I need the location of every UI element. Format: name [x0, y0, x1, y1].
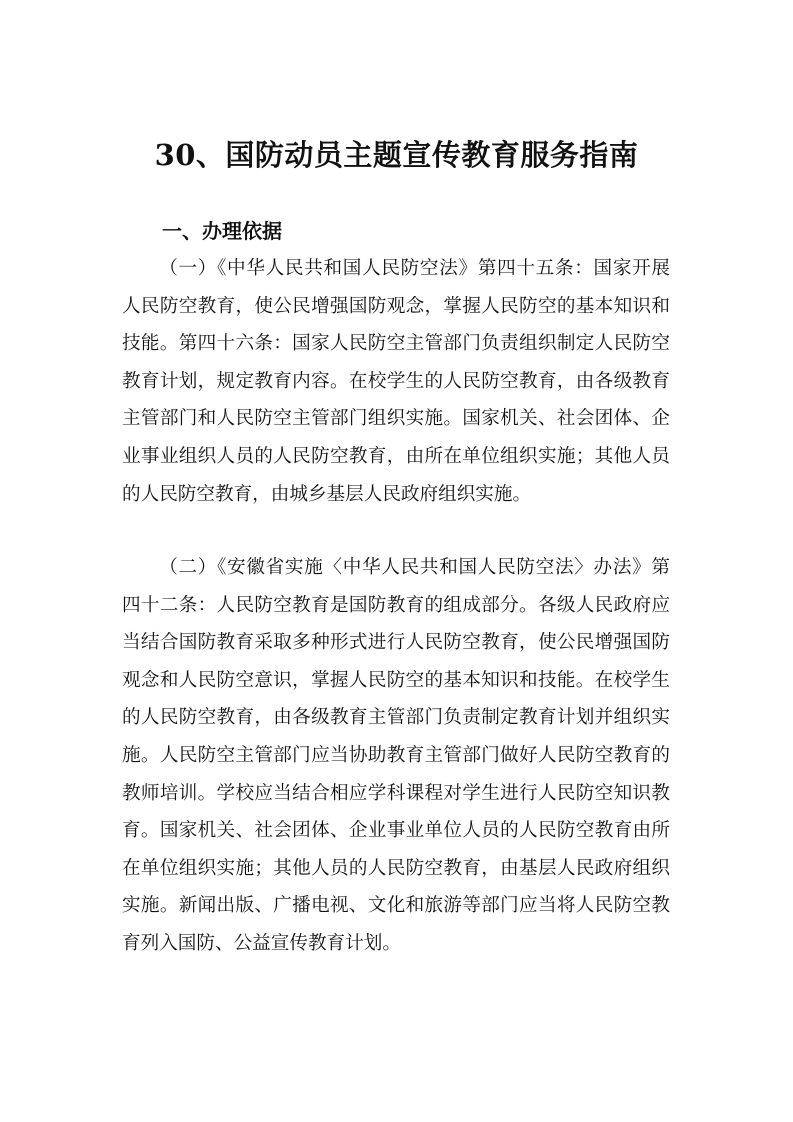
paragraph-anhui-regulation: （二）《安徽省实施〈中华人民共和国人民防空法〉办法》第四十二条：人民防空教育是国防教育的组成部分。各级人民政府应当结合国防教育采取多种形式进行人民防空教育，使公民增强国防观念和人民防空意识，掌握人民防空的基本知识和技能。在校学生的人民防空教育，由各级教育主管部门负责制定教育计划并组织实施。人民防空主管部门应当协助教育主管部门做好人民防空教育的教师培训。学校应当结合相应学科课程对学生进行人民防空知识教育。国家机关、社会团体、企业事业单位人员的人民防空教育由所在单位组织实施；其他人员的人民防空教育，由基层人民政府组织实施。新闻出版、广播电视、文化和旅游等部门应当将人民防空教育列入国防、公益宣传教育计划。 — [122, 557, 670, 954]
document-title: 30、国防动员主题宣传教育服务指南 — [154, 138, 639, 172]
section-heading: 一、办理依据 — [162, 219, 282, 243]
paragraph-national-law: （一）《中华人民共和国人民防空法》第四十五条：国家开展人民防空教育，使公民增强国防观念，掌握人民防空的基本知识和技能。第四十六条：国家人民防空主管部门负责组织制定人民防空教育计划，规定教育内容。在校学生的人民防空教育，由各级教育主管部门和人民防空主管部门组织实施。国家机关、社会团体、企业事业组织人员的人民防空教育，由所在单位组织实施；其他人员的人民防空教育，由城乡基层人民政府组织实施。 — [122, 258, 670, 505]
